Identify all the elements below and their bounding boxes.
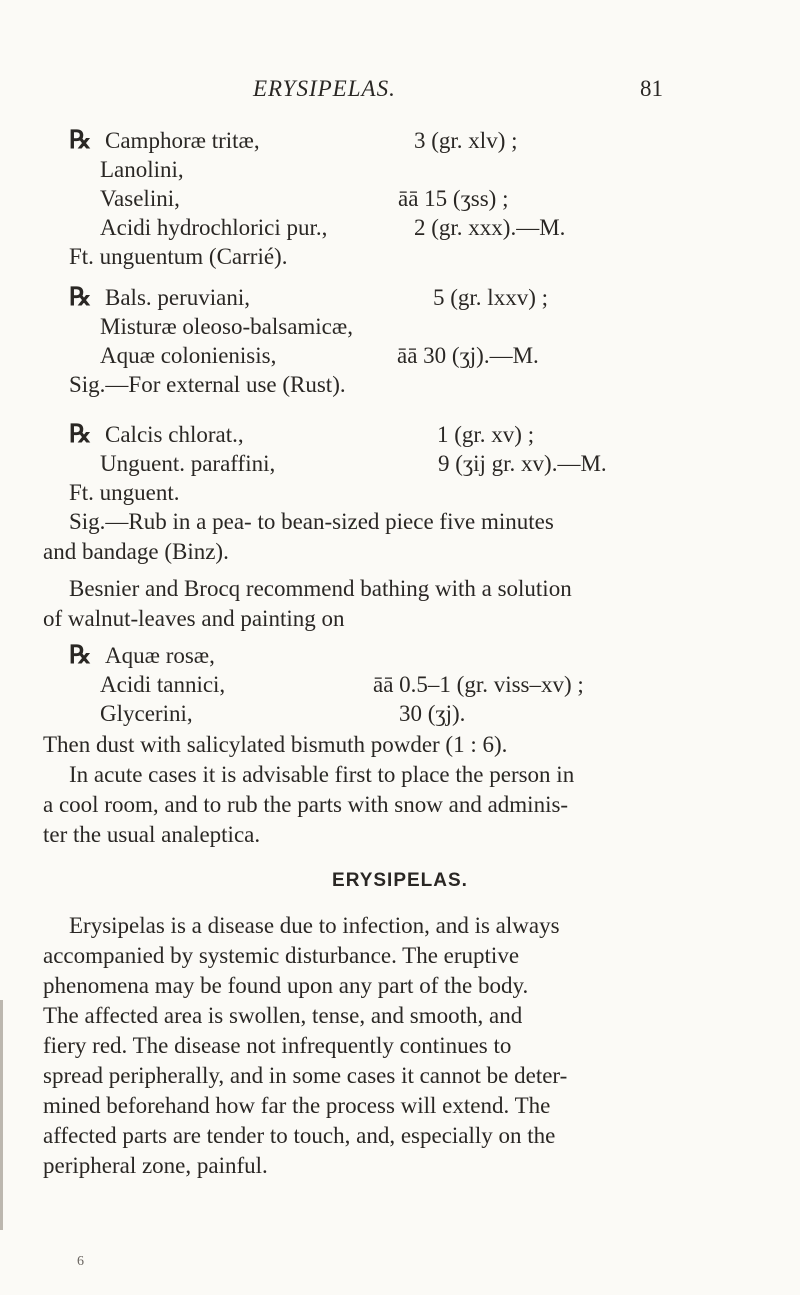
quantity: āā 30 (ʒj).—M.	[397, 343, 539, 368]
ingredient: Calcis chlorat.,	[105, 422, 244, 447]
sig-paragraph	[43, 507, 753, 567]
ingredient: Glycerini,	[100, 701, 193, 726]
prescription-symbol: ℞	[69, 127, 92, 154]
page-number: 81	[640, 76, 663, 101]
text-line: and bandage (Binz).	[43, 539, 229, 564]
erysipelas-paragraph	[43, 911, 753, 1181]
quantity: āā 15 (ʒss) ;	[398, 186, 509, 211]
text-line: In acute cases it is advisable first to place the person in	[69, 762, 575, 787]
text-line: accompanied by systemic disturbance. The eruptive	[43, 943, 520, 968]
running-head	[0, 76, 800, 110]
page-edge-shadow	[0, 1000, 3, 1230]
running-title: ERYSIPELAS.	[253, 76, 396, 101]
text-line: Erysipelas is a disease due to infection, and is always	[69, 913, 560, 938]
treatment-paragraph	[43, 730, 753, 850]
prescription-symbol: ℞	[69, 421, 92, 448]
ingredient: Vaselini,	[100, 186, 180, 211]
ingredient: Unguent. paraffini,	[100, 451, 276, 476]
text-line: The affected area is swollen, tense, and smooth, and	[43, 1003, 523, 1028]
quantity: 5 (gr. lxxv) ;	[433, 285, 548, 310]
ingredient: Lanolini,	[100, 157, 184, 182]
ingredient: Bals. peruviani,	[105, 285, 250, 310]
quantity: 30 (ʒj).	[399, 701, 466, 726]
ingredient: Acidi hydrochlorici pur.,	[100, 215, 328, 240]
text-line: ter the usual analeptica.	[43, 822, 261, 847]
prescription-symbol: ℞	[69, 642, 92, 669]
text-line: Sig.—Rub in a pea- to bean-sized piece five minutes	[69, 509, 554, 534]
signature-mark: 6	[77, 1254, 84, 1269]
quantity: 2 (gr. xxx).—M.	[414, 215, 566, 240]
text-line: phenomena may be found upon any part of the body.	[43, 973, 529, 998]
quantity: āā 0.5–1 (gr. viss–xv) ;	[373, 672, 584, 697]
ingredient: Aquæ rosæ,	[105, 643, 215, 668]
text-line: of walnut-leaves and painting on	[43, 606, 345, 631]
ingredient: Camphoræ tritæ,	[105, 128, 260, 153]
text-line: Besnier and Brocq recommend bathing with a solution	[69, 576, 572, 601]
quantity: 1 (gr. xv) ;	[437, 422, 535, 447]
text-line: spread peripherally, and in some cases it cannot be deter-	[43, 1063, 568, 1088]
direction: Ft. unguentum (Carrié).	[69, 244, 288, 269]
text-line: Then dust with salicylated bismuth powder (1 : 6).	[43, 732, 508, 757]
besnier-paragraph	[43, 574, 753, 634]
text-line: peripheral zone, painful.	[43, 1153, 268, 1178]
quantity: 3 (gr. xlv) ;	[414, 128, 518, 153]
direction: Sig.—For external use (Rust).	[69, 372, 346, 397]
text-line: fiery red. The disease not infrequently continues to	[43, 1033, 512, 1058]
text-line: a cool room, and to rub the parts with snow and adminis-	[43, 792, 569, 817]
section-heading: ERYSIPELAS.	[332, 870, 468, 891]
ingredient: Misturæ oleoso-balsamicæ,	[100, 314, 353, 339]
ingredient: Acidi tannici,	[100, 672, 226, 697]
direction: Ft. unguent.	[69, 480, 180, 505]
ingredient: Aquæ colonienisis,	[100, 343, 277, 368]
prescription-symbol: ℞	[69, 284, 92, 311]
quantity: 9 (ʒij gr. xv).—M.	[438, 451, 607, 476]
text-line: affected parts are tender to touch, and, especially on the	[43, 1123, 556, 1148]
text-line: mined beforehand how far the process will extend. The	[43, 1093, 551, 1118]
